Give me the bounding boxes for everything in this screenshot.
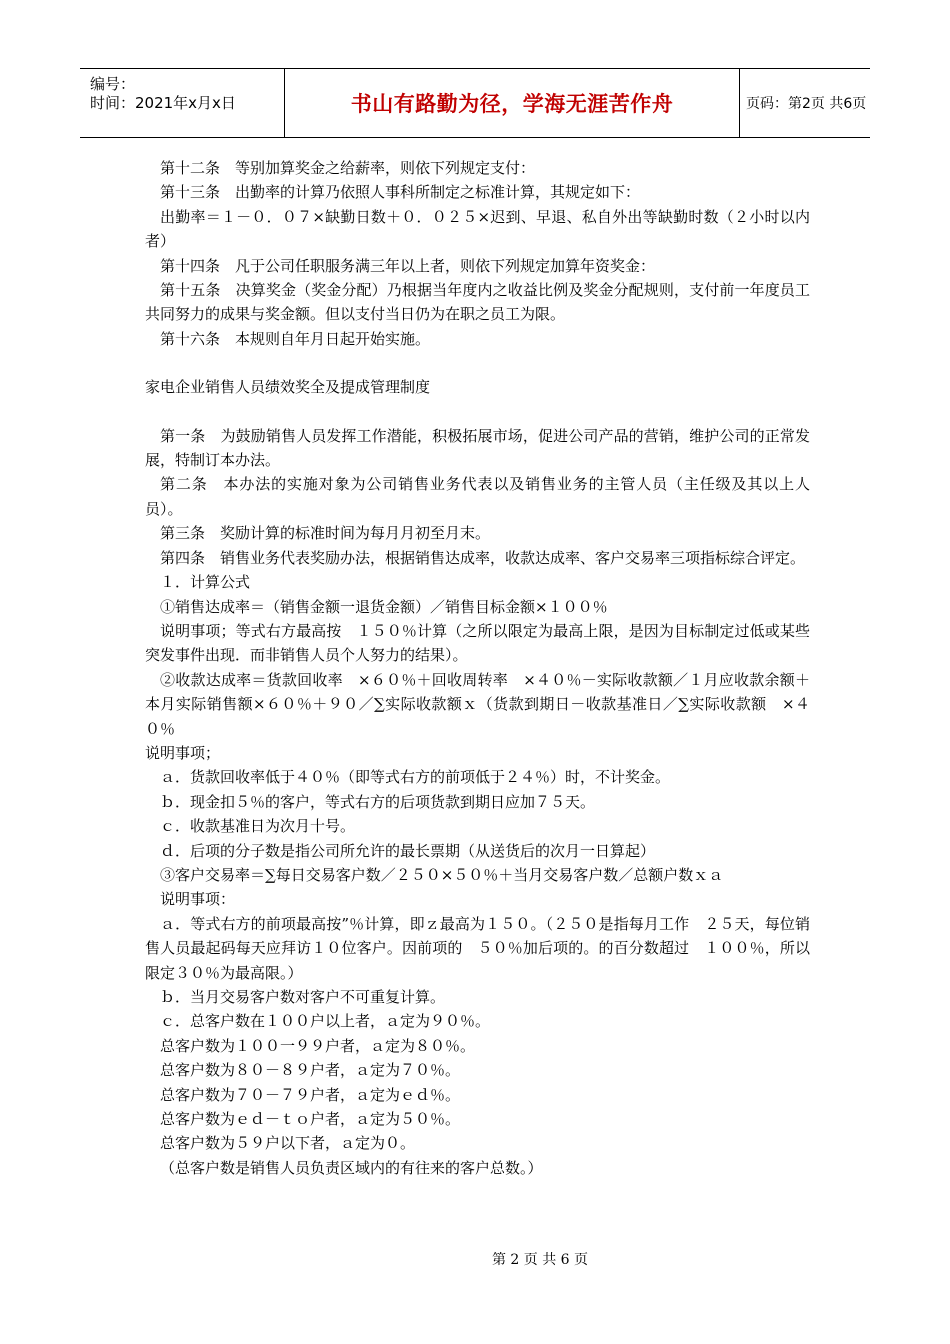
customer-rate-formula: ③客户交易率＝∑每日交易客户数／２５０×５０％＋当月交易客户数／总额户数ｘａ <box>160 865 724 884</box>
notes-heading: 说明事项； <box>145 743 221 762</box>
note-c: ｃ．收款基准日为次月十号。 <box>160 817 356 836</box>
page-footer <box>0 1249 950 1269</box>
customer-note-b: ｂ．当月交易客户数对客户不可重复计算。 <box>160 988 446 1006</box>
customer-tier-1: 总客户数为１００一９９户者，ａ定为８０％。 <box>160 1036 476 1055</box>
customer-total-note: （总客户数是销售人员负责区域内的有往来的客户总数。） <box>160 1158 543 1177</box>
page-header <box>80 68 870 138</box>
document-date-label: 时间：2021年x月x日 <box>90 94 236 112</box>
note-a: ａ．货款回收率低于４０％（即等式右方的前项低于２４％）时，不计奖金。 <box>160 768 671 787</box>
customer-note-c: ｃ．总客户数在１００户以上者，ａ定为９０％。 <box>160 1012 491 1031</box>
collection-rate-formula: ②收款达成率＝货款回收率 ×６０％＋回收周转率 ×４０％－实际收款额／１月应收款余额＋本月实际销售额×６０％＋９０／∑实际收款额ｘ（货款到期日－收款基准日／∑实际收款额 ×４０％ <box>145 670 810 738</box>
clause-16: 第十六条 本规则自年月日起开始实施。 <box>160 329 431 348</box>
footer-page-number: 第 2 页 共 6 页 <box>491 1252 589 1268</box>
clause-15: 第十五条 决算奖金（奖金分配）乃根据当年度内之收益比例及奖金分配规则，支付前一年度员工共同努力的成果与奖金额。但以支付当日仍为在职之员工为限。 <box>145 281 810 324</box>
header-meta <box>80 69 284 137</box>
note-d: ｄ．后项的分子数是指公司所允许的最长票期（从送货后的次月一日算起） <box>160 841 656 860</box>
formula-heading: １．计算公式 <box>160 573 251 592</box>
attendance-formula: 出勤率＝１－０．０７×缺勤日数＋０．０２５×迟到、早退、私自外出等缺勤时数（２小时以内者） <box>145 207 810 251</box>
document-number-label: 编号： <box>90 75 136 93</box>
sales-rate-note: 说明事项；等式右方最高按 １５０％计算（之所以限定为最高上限，是因为目标制定过低或某些突发事件出现．而非销售人员个人努力的结果）。 <box>145 621 810 665</box>
clause-13: 第十三条 出勤率的计算乃依照人事科所制定之标准计算，其规定如下： <box>160 183 641 202</box>
header-motto-cell <box>284 69 740 137</box>
customer-note-a: ａ．等式右方的前项最高按”％计算，即ｚ最高为１５０。（２５０是指每月工作 ２５天，每位销售人员最起码每天应拜访１０位客户。因前项的 ５０％加后项的。的百分数超过 １００％，所以限定３０％为最高限。） <box>145 914 810 982</box>
header-page-info: 页码：第2页 共6页 <box>746 96 867 112</box>
article-3: 第三条 奖励计算的标准时间为每月月初至月末。 <box>160 524 491 543</box>
notes-heading-2: 说明事项： <box>160 890 236 909</box>
clause-14: 第十四条 凡于公司任职服务满三年以上者，则依下列规定加算年资奖金： <box>160 256 656 275</box>
customer-tier-5: 总客户数为５９户以下者，ａ定为０。 <box>160 1134 416 1153</box>
customer-tier-2: 总客户数为８０－８９户者，ａ定为７０％。 <box>160 1061 461 1080</box>
article-1: 第一条 为鼓励销售人员发挥工作潜能，积极拓展市场，促进公司产品的营销，维护公司的正常发展，特制订本办法。 <box>145 426 810 470</box>
spacer <box>145 351 810 375</box>
clause-12: 第十二条 等别加算奖金之给薪率，则依下列规定支付： <box>160 159 536 177</box>
article-4: 第四条 销售业务代表奖励办法，根据销售达成率，收款达成率、客户交易率三项指标综合评定。 <box>160 548 806 567</box>
customer-tier-4: 总客户数为ｅｄ－ｔｏ户者，ａ定为５０％。 <box>160 1110 461 1129</box>
note-b: ｂ．现金扣５％的客户，等式右方的后项货款到期日应加７５天。 <box>160 792 596 811</box>
section-title: 家电企业销售人员绩效奖全及提成管理制度 <box>145 378 431 397</box>
header-motto: 书山有路勤为径，学海无涯苦作舟 <box>350 92 674 116</box>
sales-rate-formula: ①销售达成率＝（销售金额一退货金额）／销售目标金额×１００％ <box>160 597 608 616</box>
spacer <box>145 400 810 424</box>
customer-tier-3: 总客户数为７０－７９户者，ａ定为ｅｄ％。 <box>160 1085 461 1104</box>
document-body <box>145 156 810 1180</box>
article-2: 第二条 本办法的实施对象为公司销售业务代表以及销售业务的主管人员（主任级及其以上人员）。 <box>145 475 810 518</box>
